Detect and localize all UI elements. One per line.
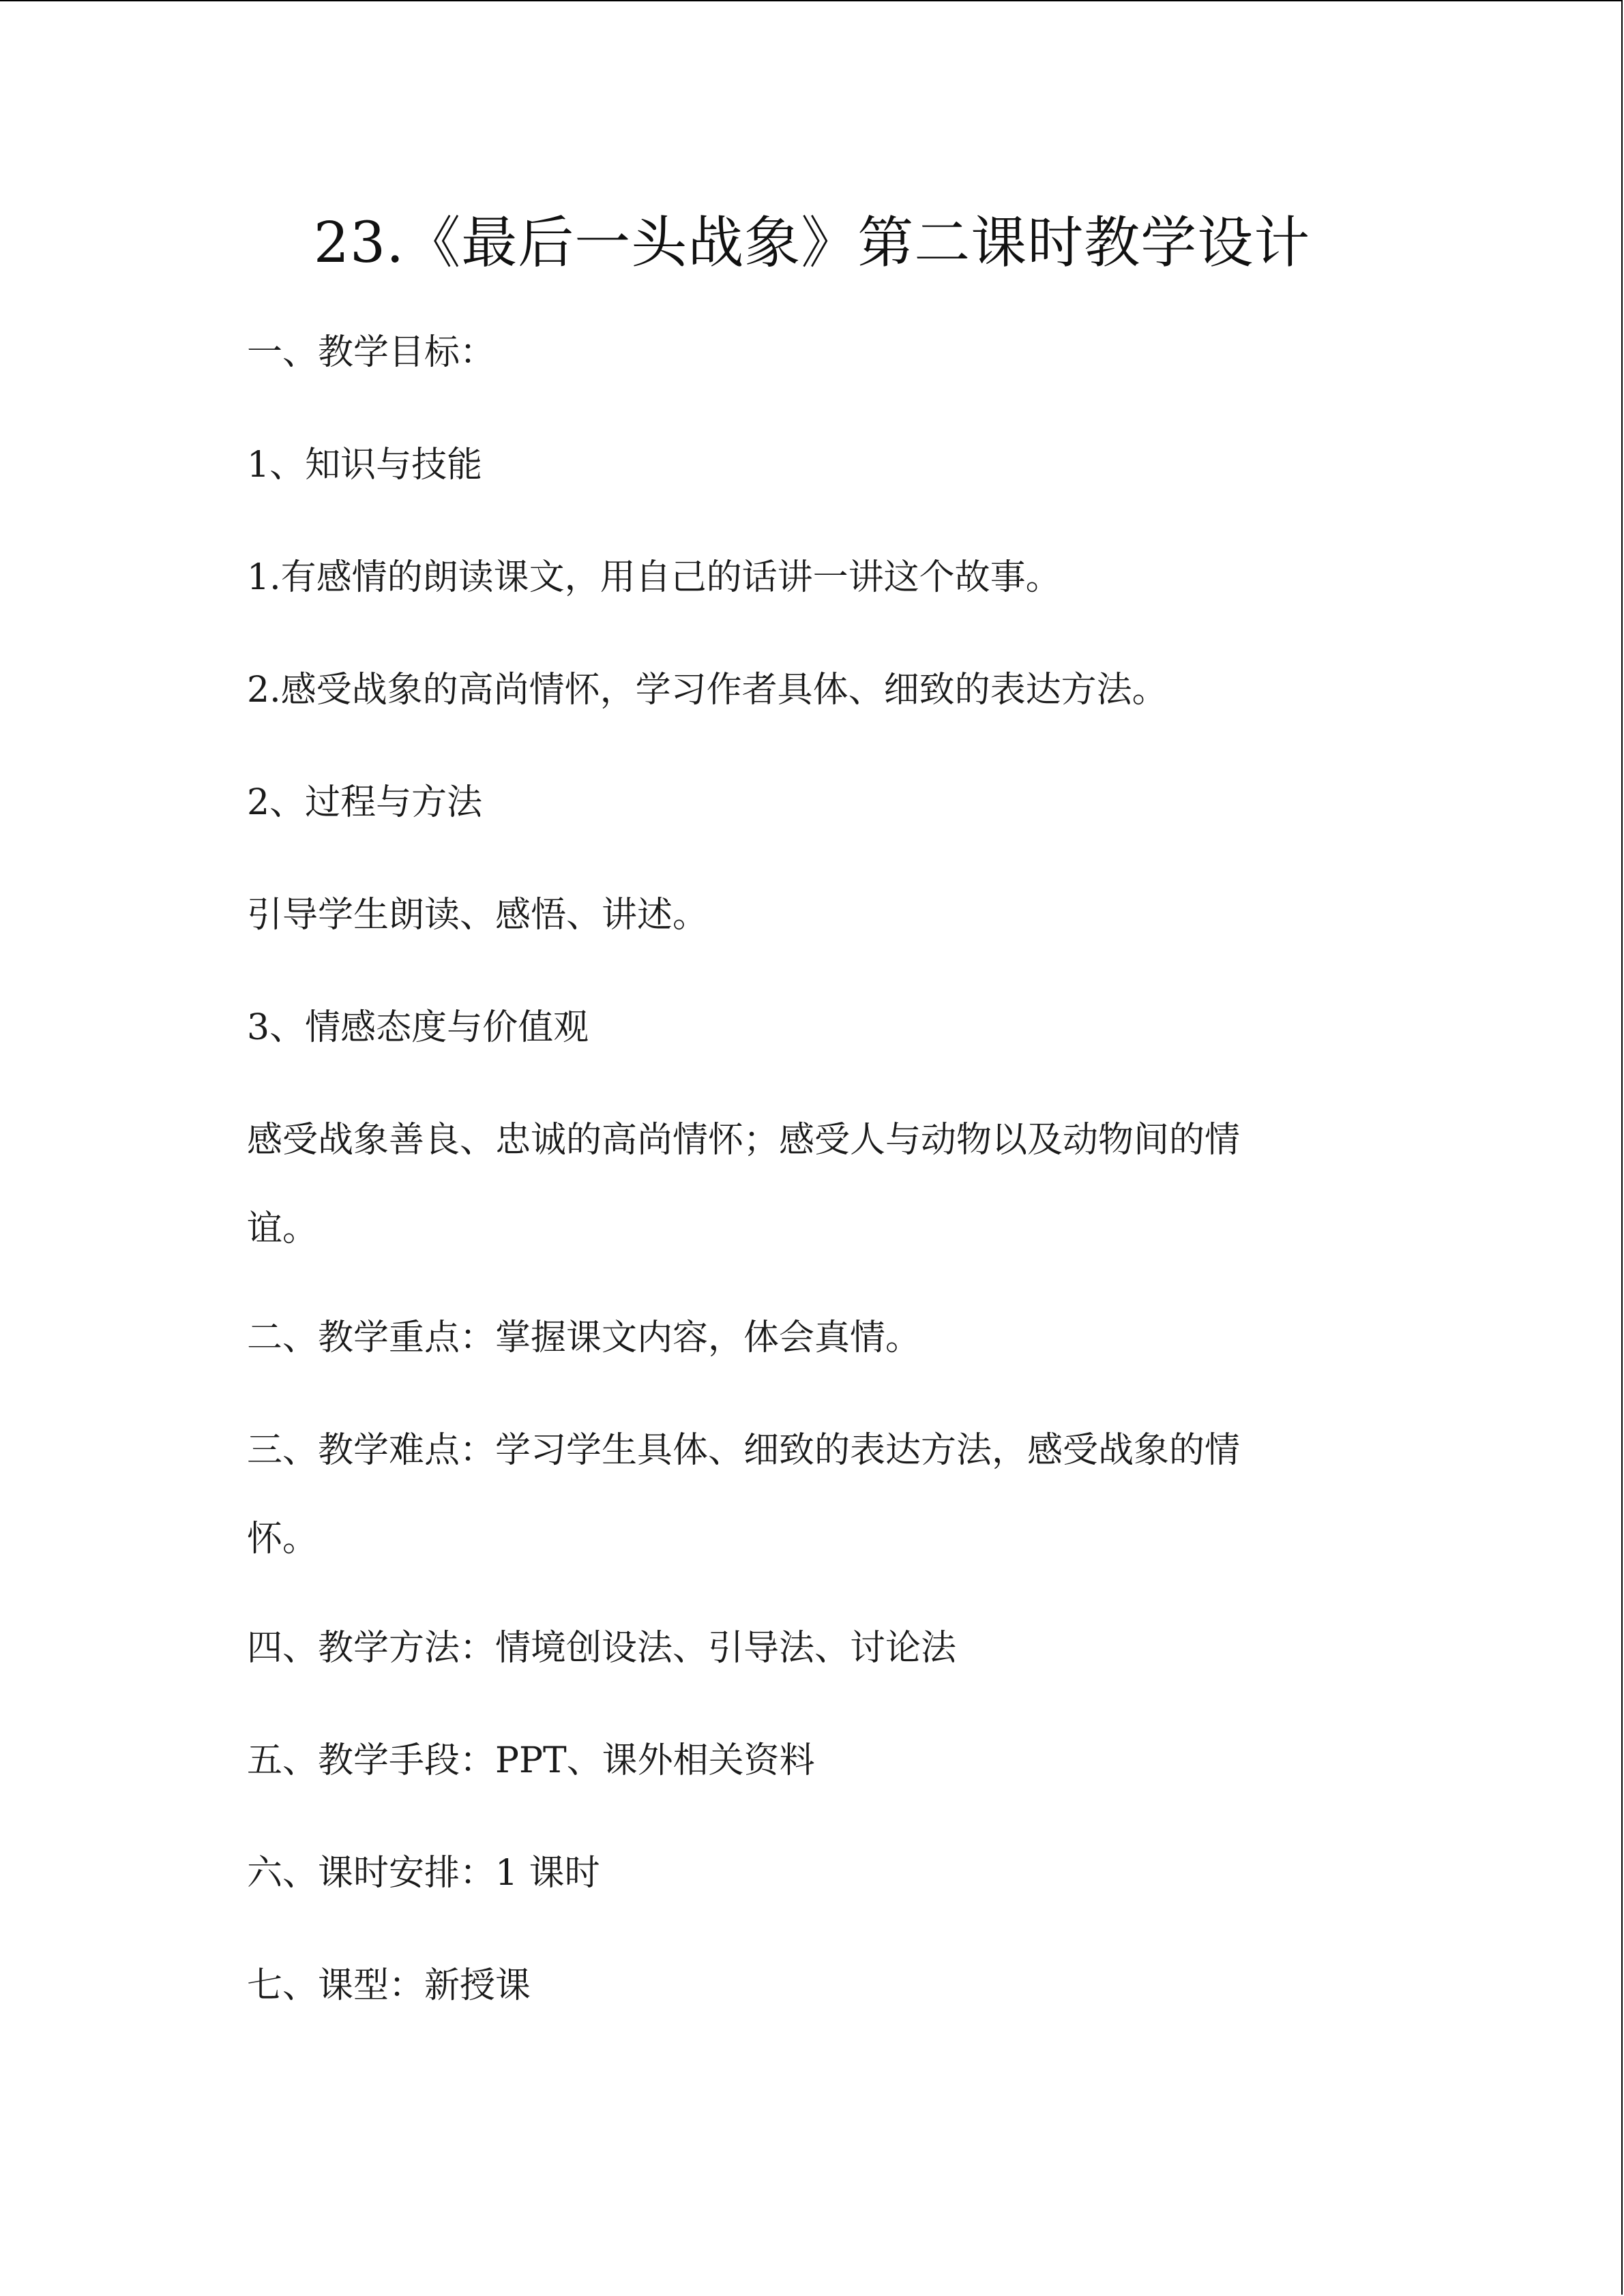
emotion-values-text-line-2: 谊。 (247, 1208, 319, 1249)
section-key-points: 二、教学重点：掌握课文内容，体会真情。 (247, 1317, 921, 1358)
objective-item-1: 1.有感情的朗读课文，用自己的话讲一讲这个故事。 (247, 557, 1061, 598)
section-teaching-means: 五、教学手段：PPT、课外相关资料 (247, 1740, 815, 1781)
section-methods: 四、教学方法：情境创设法、引导法、讨论法 (247, 1628, 957, 1669)
section-difficulties-line-2: 怀。 (247, 1519, 319, 1560)
subsection-knowledge-skills: 1、知识与技能 (247, 445, 483, 486)
section-lesson-type: 七、课型：新授课 (247, 1965, 531, 2006)
subsection-process-method: 2、过程与方法 (247, 782, 483, 823)
process-method-text: 引导学生朗读、感悟、讲述。 (247, 895, 709, 936)
emotion-values-text-line-1: 感受战象善良、忠诚的高尚情怀；感受人与动物以及动物间的情 (247, 1120, 1241, 1161)
objective-item-2: 2.感受战象的高尚情怀，学习作者具体、细致的表达方法。 (247, 670, 1168, 711)
subsection-emotion-values: 3、情感态度与价值观 (247, 1007, 589, 1048)
section-difficulties-line-1: 三、教学难点：学习学生具体、细致的表达方法，感受战象的情 (247, 1430, 1241, 1471)
document-title: 23.《最后一头战象》第二课时教学设计 (313, 211, 1311, 275)
section-objectives-heading: 一、教学目标： (247, 332, 496, 373)
section-schedule: 六、课时安排：1 课时 (247, 1853, 600, 1894)
